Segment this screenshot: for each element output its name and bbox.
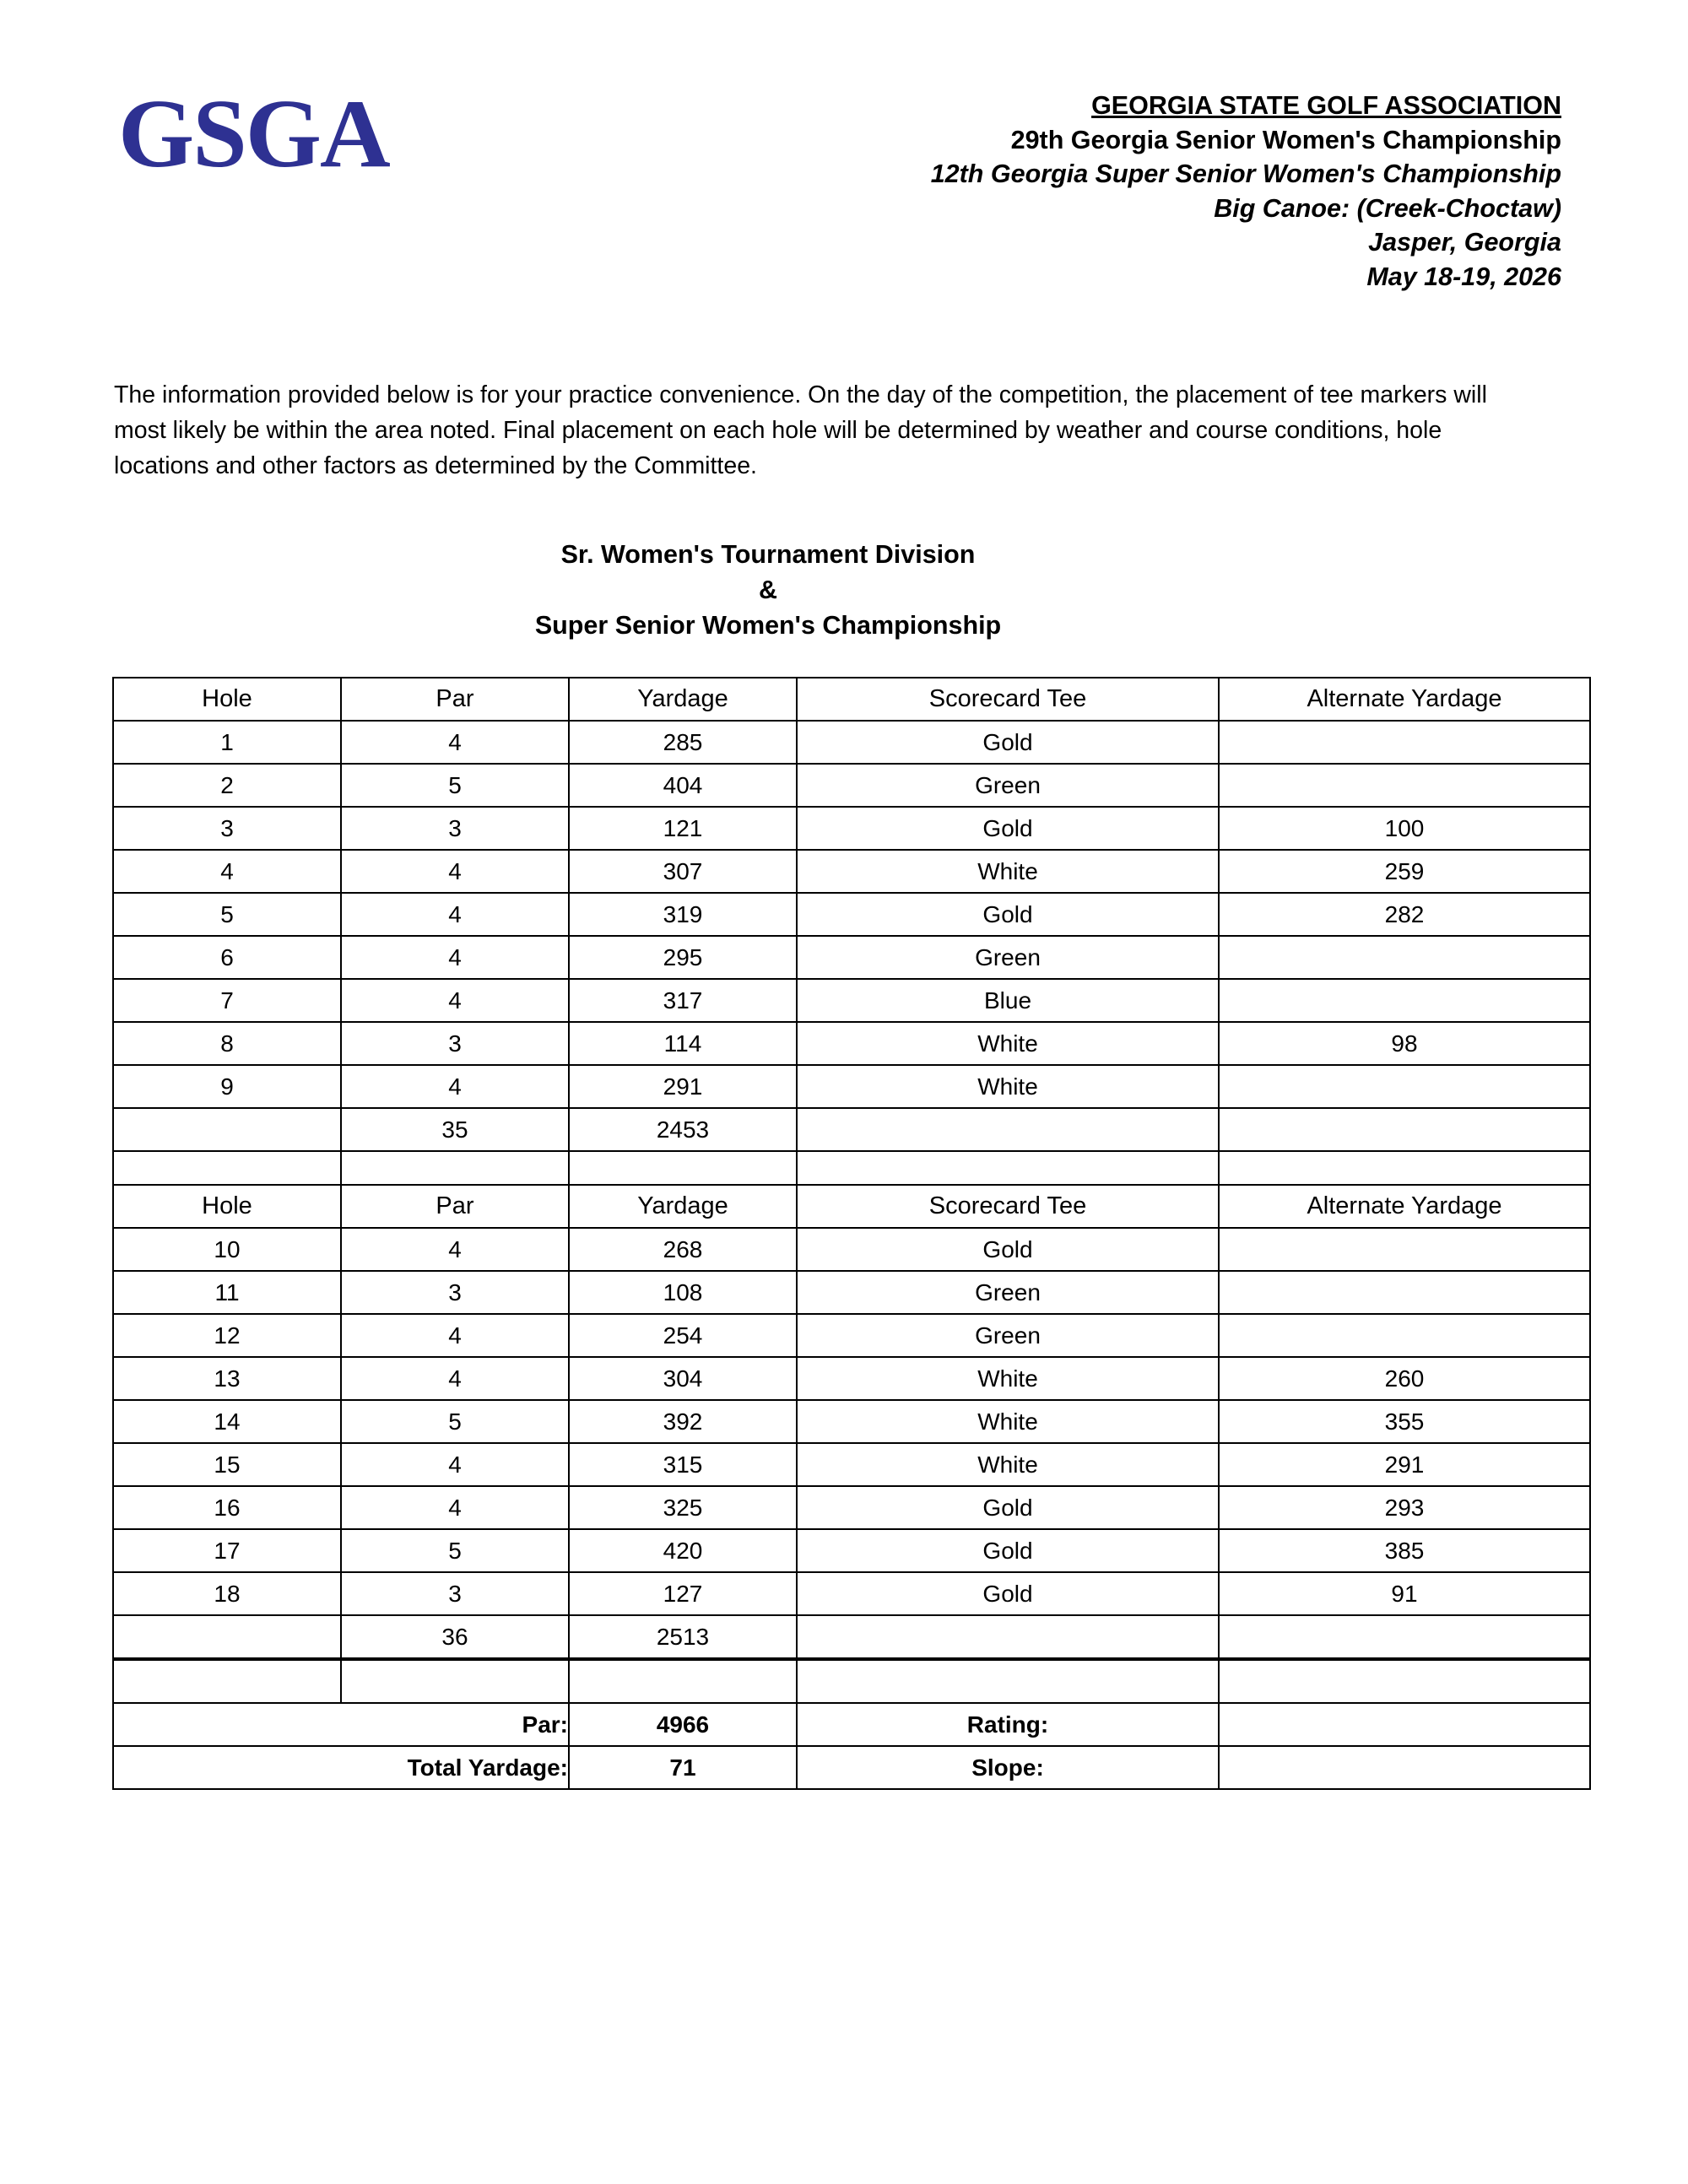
table-row — [113, 1228, 1590, 1271]
header-line-championship: 29th Georgia Senior Women's Championship — [1010, 125, 1561, 154]
table-row — [113, 893, 1590, 936]
cell-hole: 10 — [113, 1228, 341, 1271]
cell-hole: 8 — [113, 1022, 341, 1065]
column-header-scorecard-tee: Scorecard Tee — [797, 678, 1219, 721]
cell-yardage: 127 — [569, 1572, 797, 1615]
column-header-par: Par — [341, 678, 569, 721]
cell-par: 5 — [341, 764, 569, 807]
table-totals-row-front — [113, 1108, 1590, 1151]
cell-par: 4 — [341, 1065, 569, 1108]
cell-hole: 5 — [113, 893, 341, 936]
cell-alt-yardage: 100 — [1219, 807, 1590, 850]
cell-alt-yardage — [1219, 1228, 1590, 1271]
cell-par: 5 — [341, 1400, 569, 1443]
cell-tee: White — [797, 1400, 1219, 1443]
summary-row-total-yardage — [113, 1746, 1590, 1789]
cell-alt-yardage — [1219, 1314, 1590, 1357]
header-line-dates: May 18-19, 2026 — [1366, 262, 1561, 291]
cell-alt-yardage: 385 — [1219, 1529, 1590, 1572]
cell-alt-yardage — [1219, 721, 1590, 764]
cell-alt-total — [1219, 1108, 1590, 1151]
cell-hole: 7 — [113, 979, 341, 1022]
table-row — [113, 1357, 1590, 1400]
cell-par: 3 — [341, 1022, 569, 1065]
cell-tee: Gold — [797, 1486, 1219, 1529]
table-row — [113, 850, 1590, 893]
label-rating: Rating: — [797, 1703, 1219, 1746]
cell-tee: Gold — [797, 721, 1219, 764]
intro-paragraph: The information provided below is for your practice convenience. On the day of the competition, the placement of tee markers will most likely be within the area noted. Final placement on each hole will be determined by weather and course conditions, hole locations and other factors as determined by the Committee. — [114, 381, 1487, 480]
cell-tee: Gold — [797, 1572, 1219, 1615]
value-rating — [1219, 1703, 1590, 1746]
cell-par: 3 — [341, 1572, 569, 1615]
cell-yardage: 254 — [569, 1314, 797, 1357]
cell-tee: Gold — [797, 807, 1219, 850]
spacer-cell — [341, 1151, 569, 1185]
header-line-association: GEORGIA STATE GOLF ASSOCIATION — [1091, 91, 1561, 120]
cell-par: 5 — [341, 1529, 569, 1572]
cell-yardage: 108 — [569, 1271, 797, 1314]
cell-tee: White — [797, 1065, 1219, 1108]
table-row — [113, 979, 1590, 1022]
cell-tee: Gold — [797, 893, 1219, 936]
division-heading — [97, 537, 1591, 643]
table-row — [113, 1271, 1590, 1314]
cell-par: 4 — [341, 1443, 569, 1486]
column-header-hole: Hole — [113, 1185, 341, 1228]
cell-alt-yardage: 293 — [1219, 1486, 1590, 1529]
spacer-cell — [797, 1660, 1219, 1703]
cell-yardage: 268 — [569, 1228, 797, 1271]
summary-spacer-row — [113, 1660, 1590, 1703]
cell-yardage: 392 — [569, 1400, 797, 1443]
spacer-cell — [1219, 1660, 1590, 1703]
cell-hole: 3 — [113, 807, 341, 850]
cell-tee: White — [797, 1357, 1219, 1400]
column-header-hole: Hole — [113, 678, 341, 721]
summary-row-par — [113, 1703, 1590, 1746]
cell-yardage: 317 — [569, 979, 797, 1022]
cell-par: 4 — [341, 1228, 569, 1271]
cell-alt-yardage — [1219, 1271, 1590, 1314]
spacer-cell — [113, 1151, 341, 1185]
cell-hole: 9 — [113, 1065, 341, 1108]
division-line-1: Sr. Women's Tournament Division — [560, 540, 976, 570]
spacer-cell — [569, 1151, 797, 1185]
cell-tee: Gold — [797, 1228, 1219, 1271]
spacer-cell — [1219, 1151, 1590, 1185]
cell-yardage: 285 — [569, 721, 797, 764]
cell-hole: 6 — [113, 936, 341, 979]
cell-alt-yardage: 91 — [1219, 1572, 1590, 1615]
gsga-logo-text: GSGA — [118, 80, 389, 188]
cell-yardage: 404 — [569, 764, 797, 807]
division-line-3: Super Senior Women's Championship — [534, 611, 1002, 641]
cell-tee: White — [797, 1443, 1219, 1486]
gsga-logo — [97, 80, 481, 188]
cell-yardage: 315 — [569, 1443, 797, 1486]
label-slope: Slope: — [797, 1746, 1219, 1789]
column-header-yardage: Yardage — [569, 1185, 797, 1228]
cell-tee: Green — [797, 1314, 1219, 1357]
cell-alt-yardage: 259 — [1219, 850, 1590, 893]
cell-alt-yardage: 291 — [1219, 1443, 1590, 1486]
cell-alt-yardage: 98 — [1219, 1022, 1590, 1065]
cell-hole: 4 — [113, 850, 341, 893]
cell-alt-yardage — [1219, 1065, 1590, 1108]
cell-tee: Blue — [797, 979, 1219, 1022]
cell-hole: 16 — [113, 1486, 341, 1529]
cell-hole-total — [113, 1615, 341, 1658]
table-row — [113, 936, 1590, 979]
cell-hole: 18 — [113, 1572, 341, 1615]
cell-yardage-total: 2453 — [569, 1108, 797, 1151]
cell-par-total: 36 — [341, 1615, 569, 1658]
spacer-cell — [797, 1151, 1219, 1185]
scorecard-table — [112, 677, 1591, 1659]
table-row — [113, 1443, 1590, 1486]
cell-alt-yardage: 260 — [1219, 1357, 1590, 1400]
header-line-location: Jasper, Georgia — [1368, 228, 1561, 257]
cell-hole: 2 — [113, 764, 341, 807]
cell-par: 4 — [341, 1357, 569, 1400]
table-row — [113, 1486, 1590, 1529]
spacer-cell — [341, 1660, 569, 1703]
cell-tee: White — [797, 850, 1219, 893]
header-line-super-senior: 12th Georgia Super Senior Women's Championship — [930, 159, 1561, 189]
cell-yardage-total: 2513 — [569, 1615, 797, 1658]
table-row — [113, 1529, 1590, 1572]
cell-hole: 12 — [113, 1314, 341, 1357]
cell-yardage: 420 — [569, 1529, 797, 1572]
cell-yardage: 325 — [569, 1486, 797, 1529]
table-row — [113, 1065, 1590, 1108]
spacer-cell — [569, 1660, 797, 1703]
header-title-block — [931, 80, 1591, 294]
label-total-yardage: Total Yardage: — [113, 1746, 569, 1789]
cell-yardage: 307 — [569, 850, 797, 893]
cell-alt-yardage: 282 — [1219, 893, 1590, 936]
cell-yardage: 295 — [569, 936, 797, 979]
cell-hole: 15 — [113, 1443, 341, 1486]
cell-hole-total — [113, 1108, 341, 1151]
cell-tee: Gold — [797, 1529, 1219, 1572]
cell-hole: 17 — [113, 1529, 341, 1572]
cell-par: 4 — [341, 1314, 569, 1357]
document-header — [97, 80, 1591, 294]
cell-tee: Green — [797, 936, 1219, 979]
cell-par: 4 — [341, 721, 569, 764]
column-header-alternate-yardage: Alternate Yardage — [1219, 1185, 1590, 1228]
cell-par: 3 — [341, 1271, 569, 1314]
cell-tee: Green — [797, 1271, 1219, 1314]
table-header-row-front — [113, 678, 1590, 721]
column-header-yardage: Yardage — [569, 678, 797, 721]
table-totals-row-back — [113, 1615, 1590, 1658]
cell-alt-yardage: 355 — [1219, 1400, 1590, 1443]
cell-hole: 1 — [113, 721, 341, 764]
cell-tee-total — [797, 1615, 1219, 1658]
table-row — [113, 721, 1590, 764]
header-line-course: Big Canoe: (Creek-Choctaw) — [1214, 193, 1561, 223]
table-row — [113, 1572, 1590, 1615]
cell-par: 4 — [341, 893, 569, 936]
table-row — [113, 1400, 1590, 1443]
table-row — [113, 764, 1590, 807]
column-header-par: Par — [341, 1185, 569, 1228]
table-row — [113, 807, 1590, 850]
cell-yardage: 304 — [569, 1357, 797, 1400]
table-header-row-back — [113, 1185, 1590, 1228]
cell-tee-total — [797, 1108, 1219, 1151]
cell-yardage: 121 — [569, 807, 797, 850]
cell-yardage: 319 — [569, 893, 797, 936]
cell-par-total: 35 — [341, 1108, 569, 1151]
cell-par: 4 — [341, 850, 569, 893]
column-header-alternate-yardage: Alternate Yardage — [1219, 678, 1590, 721]
value-slope — [1219, 1746, 1590, 1789]
table-row — [113, 1022, 1590, 1065]
spacer-cell — [113, 1660, 341, 1703]
value-par: 4966 — [569, 1703, 797, 1746]
cell-par: 4 — [341, 936, 569, 979]
cell-alt-yardage — [1219, 936, 1590, 979]
cell-hole: 11 — [113, 1271, 341, 1314]
cell-alt-yardage — [1219, 764, 1590, 807]
cell-par: 3 — [341, 807, 569, 850]
table-row — [113, 1314, 1590, 1357]
label-par: Par: — [113, 1703, 569, 1746]
cell-yardage: 114 — [569, 1022, 797, 1065]
cell-tee: Green — [797, 764, 1219, 807]
table-spacer-row — [113, 1151, 1590, 1185]
cell-alt-yardage — [1219, 979, 1590, 1022]
cell-yardage: 291 — [569, 1065, 797, 1108]
cell-tee: White — [797, 1022, 1219, 1065]
cell-par: 4 — [341, 979, 569, 1022]
cell-alt-total — [1219, 1615, 1590, 1658]
column-header-scorecard-tee: Scorecard Tee — [797, 1185, 1219, 1228]
cell-hole: 14 — [113, 1400, 341, 1443]
division-line-2: & — [758, 576, 778, 605]
value-total-yardage: 71 — [569, 1746, 797, 1789]
cell-par: 4 — [341, 1486, 569, 1529]
summary-table — [112, 1659, 1591, 1790]
cell-hole: 13 — [113, 1357, 341, 1400]
